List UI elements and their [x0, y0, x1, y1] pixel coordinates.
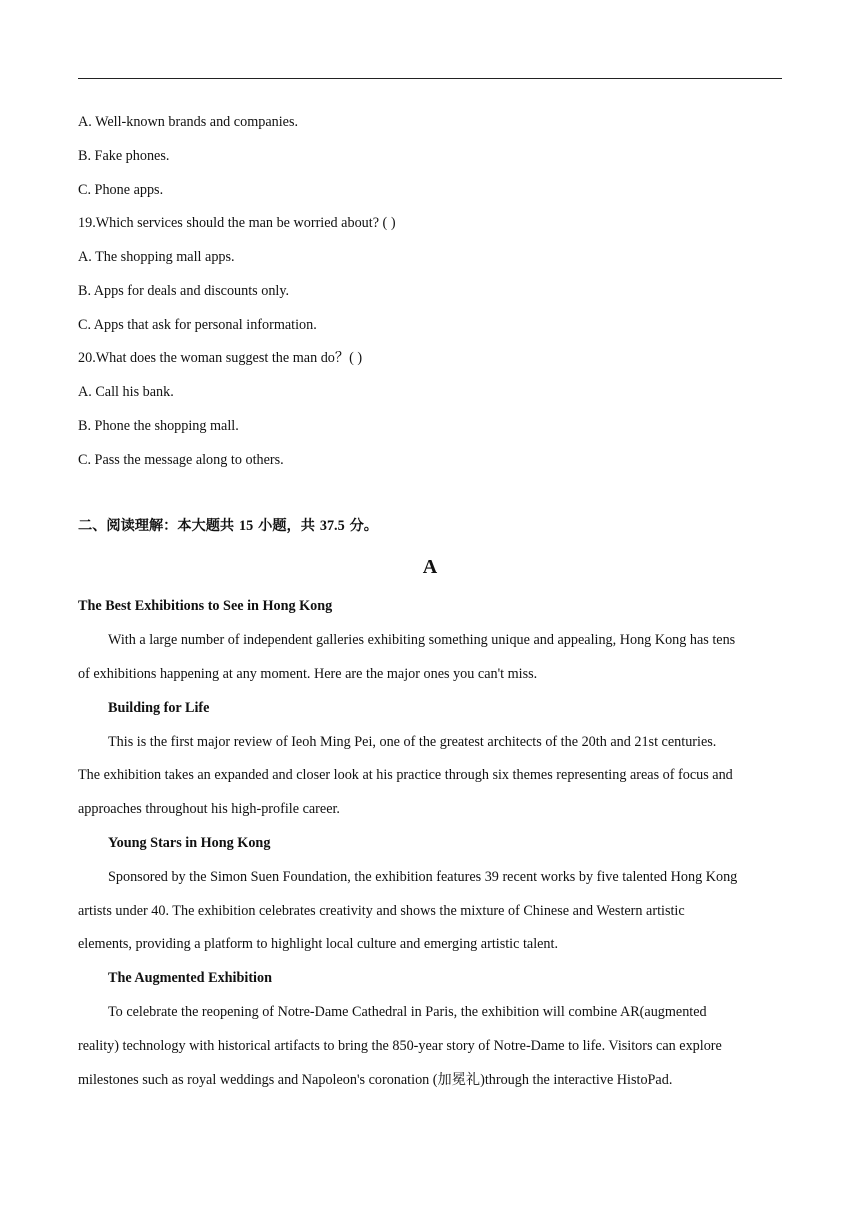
q19-option-a: A. The shopping mall apps.	[78, 249, 235, 265]
exhibition-heading-young-stars: Young Stars in Hong Kong	[108, 835, 271, 851]
q19-question: 19.Which services should the man be worried about? ( )	[78, 215, 396, 231]
exhibition-heading-building-for-life: Building for Life	[108, 700, 210, 716]
young-stars-line-1: Sponsored by the Simon Suen Foundation, the exhibition features 39 recent works by five talented Hong Kong	[108, 869, 738, 885]
q18-option-c: C. Phone apps.	[78, 182, 164, 198]
augmented-line-1: To celebrate the reopening of Notre-Dame Cathedral in Paris, the exhibition will combine AR(augmented	[108, 1004, 707, 1020]
q20-option-c: C. Pass the message along to others.	[78, 452, 284, 468]
building-line-1: This is the first major review of Ieoh Ming Pei, one of the greatest architects of the 20th and 21st centuries.	[108, 734, 717, 750]
young-stars-line-2: artists under 40. The exhibition celebrates creativity and shows the mixture of Chinese and Western artistic	[78, 903, 685, 919]
intro-line-1: With a large number of independent galleries exhibiting something unique and appealing, Hong Kong has tens	[108, 632, 736, 648]
young-stars-line-3: elements, providing a platform to highlight local culture and emerging artistic talent.	[78, 936, 559, 952]
building-line-3: approaches throughout his high-profile career.	[78, 801, 340, 817]
section-question-count: 15	[239, 518, 254, 534]
augmented-line-3: milestones such as royal weddings and Napoleon's coronation (加冕礼)through the interactive HistoPad.	[78, 1072, 673, 1088]
section-total-score: 37.5	[319, 518, 345, 534]
section-heading-suffix: 分。	[344, 518, 378, 534]
q19-option-b: B. Apps for deals and discounts only.	[78, 283, 290, 299]
passage-title: The Best Exhibitions to See in Hong Kong	[78, 598, 333, 614]
passage-letter: A	[422, 556, 438, 578]
q18-option-b: B. Fake phones.	[78, 148, 170, 164]
q20-option-b: B. Phone the shopping mall.	[78, 418, 239, 434]
exhibition-heading-augmented: The Augmented Exhibition	[108, 970, 272, 986]
section-heading-prefix: 二、阅读理解：本大题共	[78, 518, 240, 534]
q20-question: 20.What does the woman suggest the man do？( )	[78, 350, 363, 366]
q20-option-a: A. Call his bank.	[78, 384, 174, 400]
augmented-line-2: reality) technology with historical artifacts to bring the 850-year story of Notre-Dame to life. Visitors can explore	[78, 1038, 722, 1054]
intro-line-2: of exhibitions happening at any moment. Here are the major ones you can't miss.	[78, 666, 538, 682]
section-heading	[78, 516, 378, 536]
header-rule	[78, 78, 782, 79]
section-heading-middle: 小题，共	[253, 518, 320, 534]
q19-option-c: C. Apps that ask for personal information.	[78, 317, 317, 333]
q18-option-a: A. Well-known brands and companies.	[78, 114, 299, 130]
building-line-2: The exhibition takes an expanded and closer look at his practice through six themes representing areas of focus and	[78, 767, 733, 783]
